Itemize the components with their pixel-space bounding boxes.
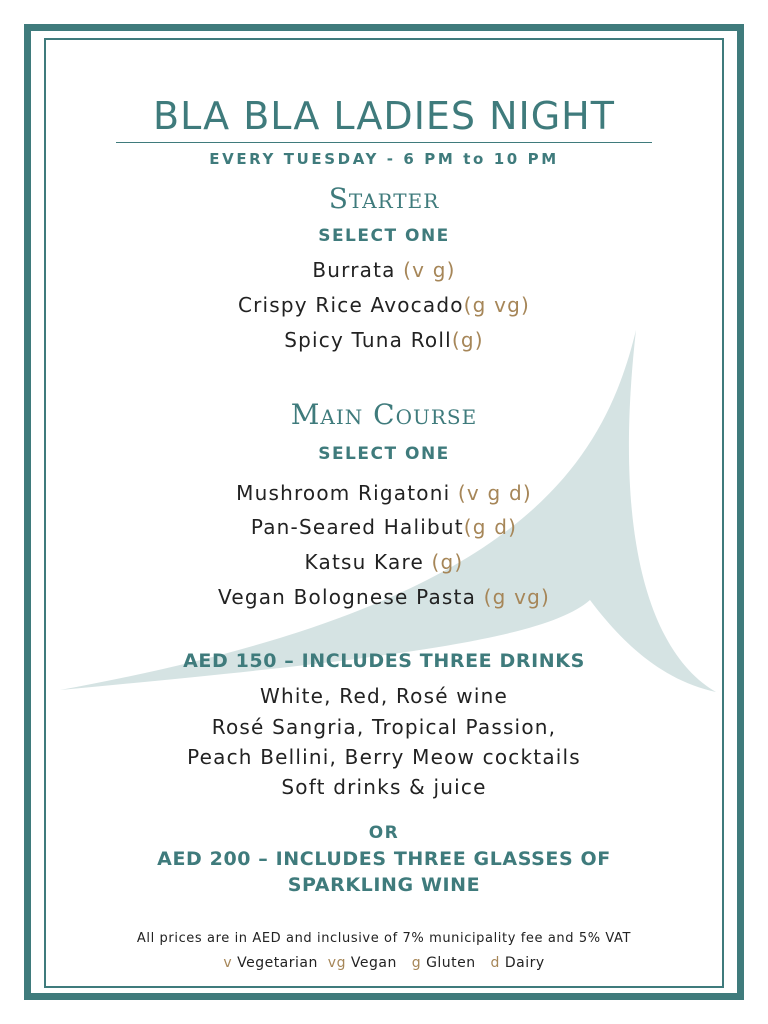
main-item — [44, 481, 724, 505]
item-name: Spicy Tuna Roll — [284, 328, 452, 352]
starter-item — [44, 328, 724, 352]
main-select-one: SELECT ONE — [318, 444, 450, 464]
legend-key: vg — [327, 955, 346, 971]
legend-label: Vegan — [350, 955, 397, 971]
legend-label: Gluten — [426, 955, 476, 971]
item-tags: (g vg) — [463, 293, 531, 317]
main-item — [44, 585, 724, 609]
dietary-legend — [44, 955, 724, 971]
item-name: Mushroom Rigatoni — [236, 481, 458, 505]
item-name: Burrata — [312, 258, 404, 282]
item-tags: (g) — [431, 550, 464, 574]
item-name: Katsu Kare — [304, 550, 432, 574]
or-separator: OR — [368, 823, 400, 843]
legend-label: Vegetarian — [237, 955, 318, 971]
main-item — [44, 515, 724, 539]
title-divider — [116, 142, 652, 143]
menu-content — [44, 38, 724, 988]
offer-150-price: AED 150 – INCLUDES THREE DRINKS — [183, 650, 585, 672]
price-footnote: All prices are in AED and inclusive of 7% municipality fee and 5% VAT — [136, 931, 632, 946]
item-name: Vegan Bolognese Pasta — [217, 585, 484, 609]
item-tags: (g d) — [463, 515, 518, 539]
starter-heading: Starter — [328, 182, 440, 215]
starter-select-one: SELECT ONE — [318, 226, 450, 246]
main-item — [44, 550, 724, 574]
starter-item — [44, 258, 724, 282]
legend-key: g — [411, 955, 422, 971]
item-tags: (g) — [451, 328, 484, 352]
legend-label: Dairy — [504, 955, 545, 971]
drink-line: Peach Bellini, Berry Meow cocktails — [187, 745, 581, 769]
item-name: Crispy Rice Avocado — [237, 293, 464, 317]
item-tags: (g vg) — [483, 585, 550, 609]
drink-line: Rosé Sangria, Tropical Passion, — [211, 715, 557, 739]
legend-key: v — [223, 955, 233, 971]
drink-line: White, Red, Rosé wine — [260, 684, 508, 708]
item-name: Pan-Seared Halibut — [250, 515, 464, 539]
drink-line: Soft drinks & juice — [281, 775, 487, 799]
offer-200-price-line2: SPARKLING WINE — [287, 874, 481, 896]
legend-key: d — [490, 955, 500, 971]
schedule-subtitle: EVERY TUESDAY - 6 PM to 10 PM — [209, 150, 559, 168]
item-tags: (v g) — [403, 258, 456, 282]
main-course-heading: Main Course — [290, 398, 478, 431]
offer-200-price-line1: AED 200 – INCLUDES THREE GLASSES OF — [157, 848, 611, 870]
starter-item — [44, 293, 724, 317]
item-tags: (v g d) — [457, 481, 532, 505]
page-title: BLA BLA LADIES NIGHT — [153, 94, 615, 138]
